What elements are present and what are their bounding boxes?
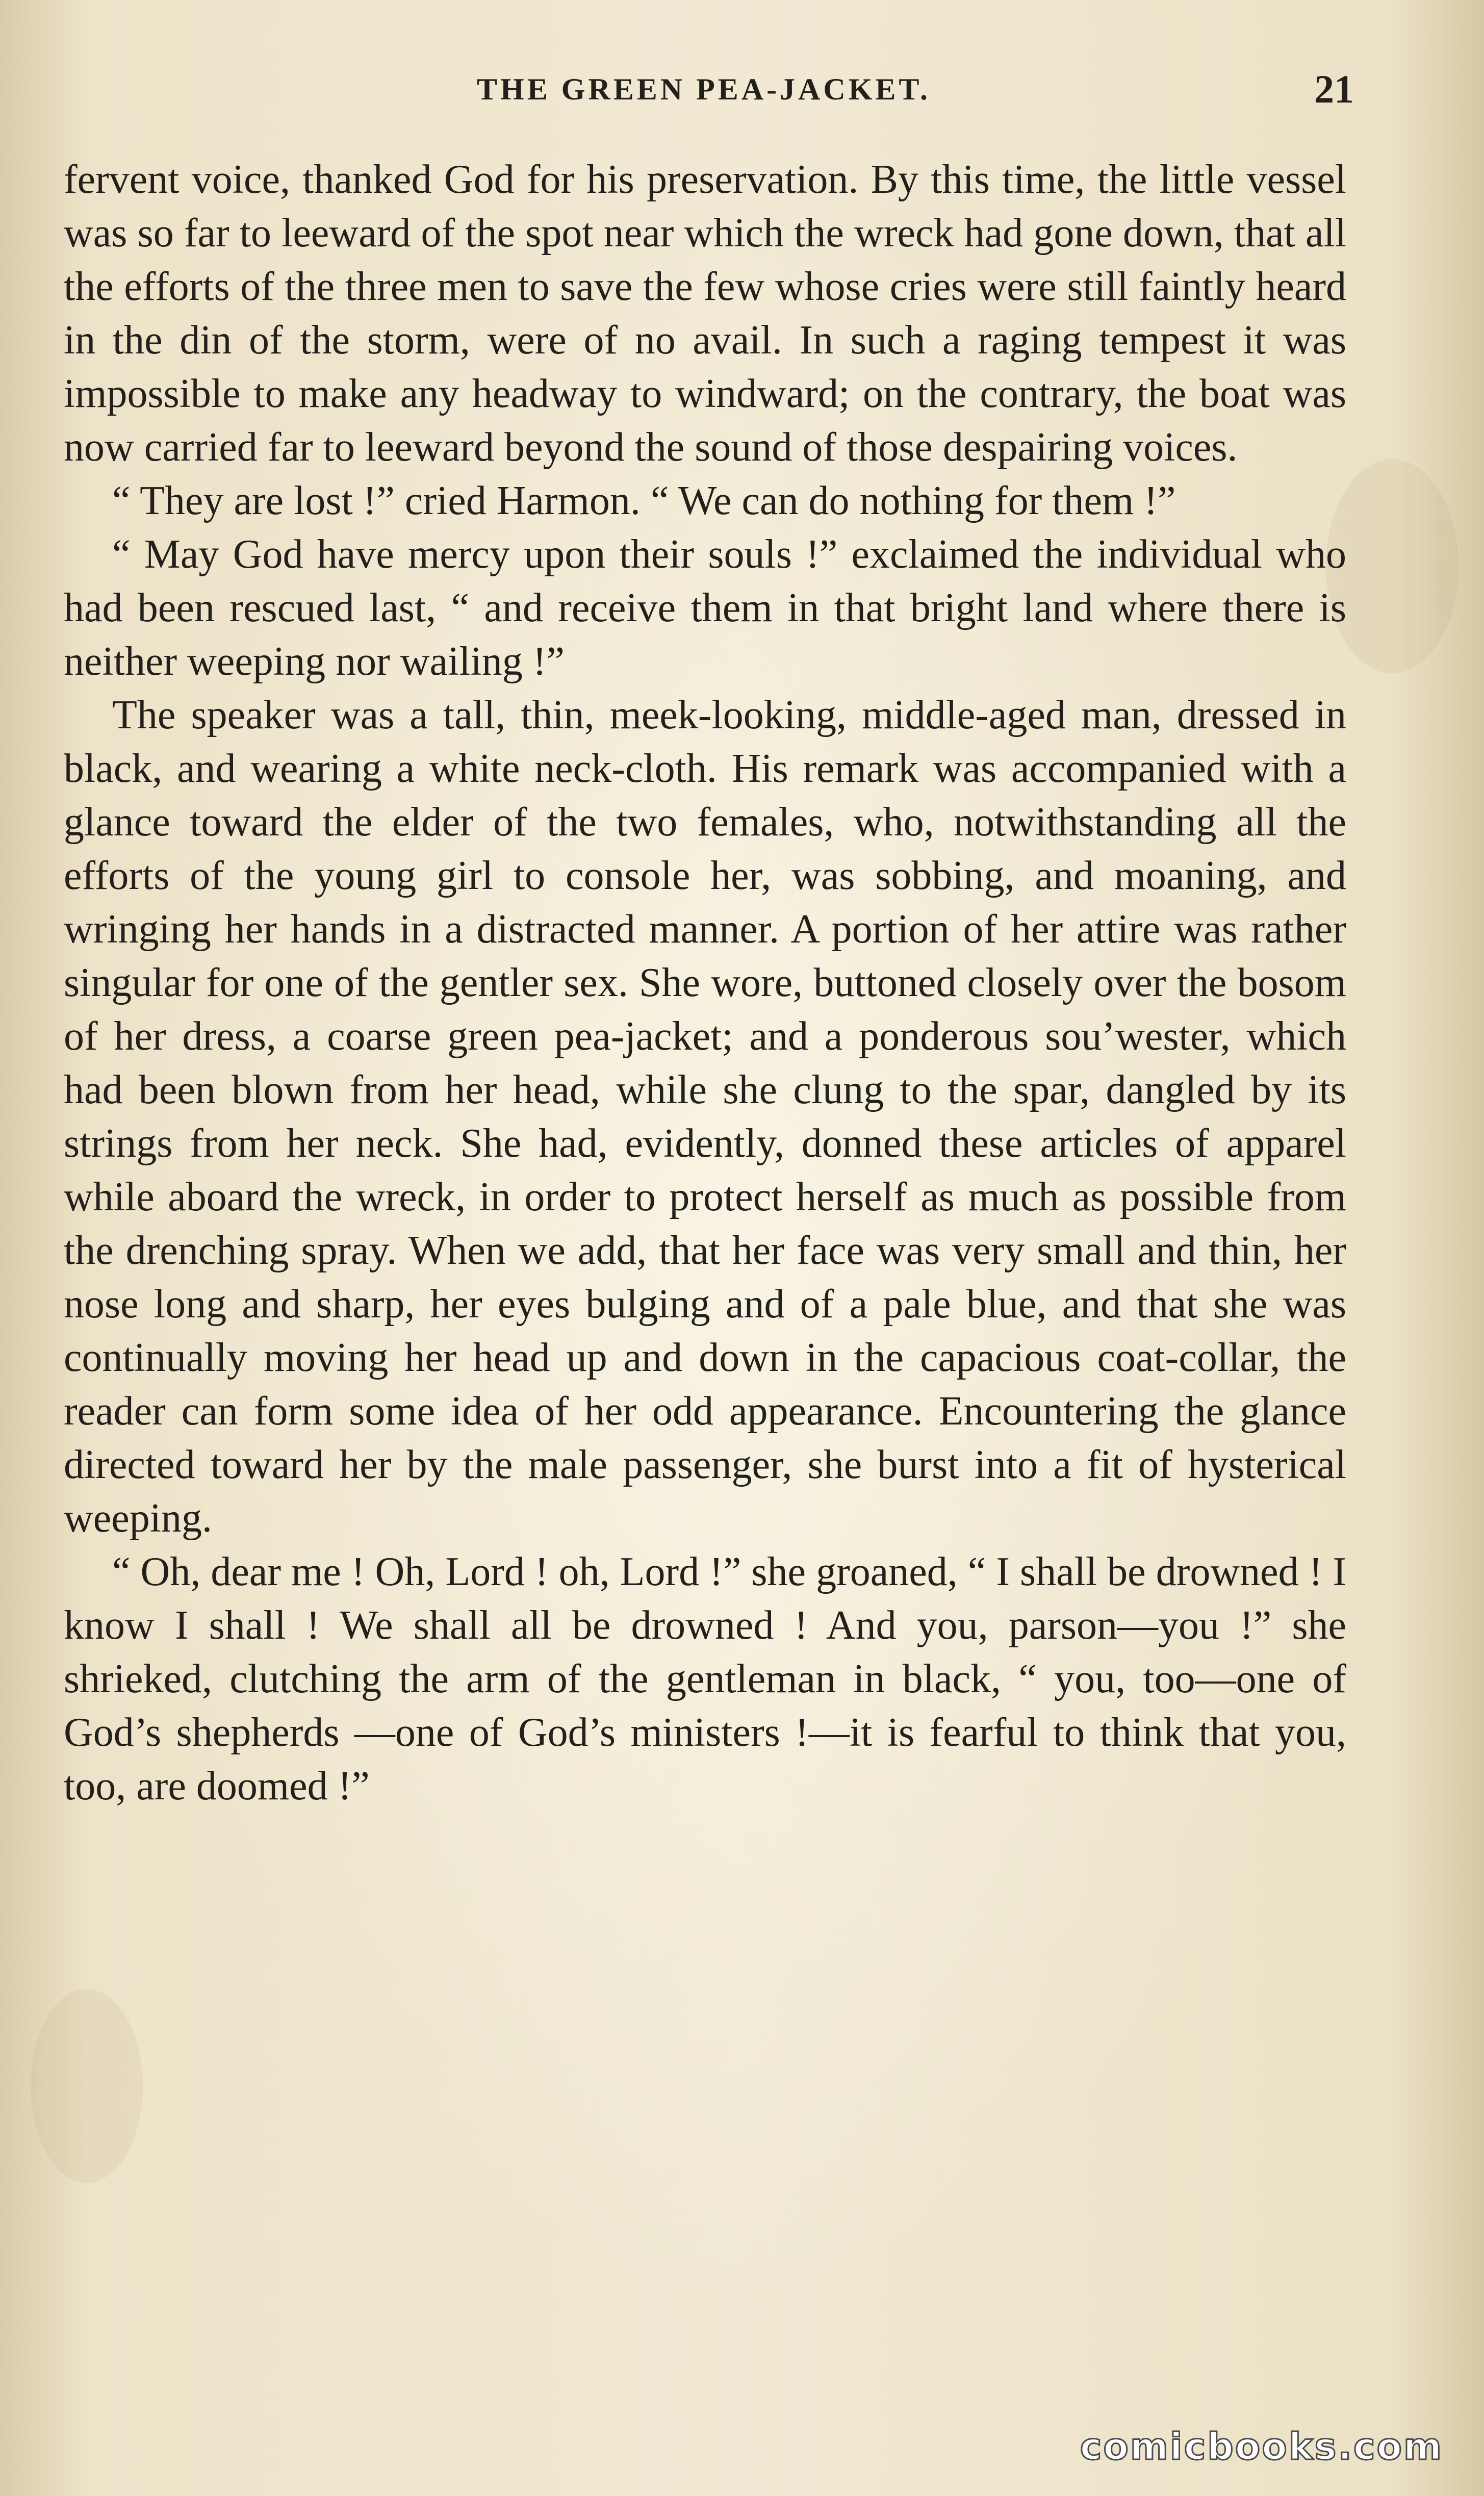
body-text	[64, 153, 1346, 1813]
paragraph-oh-dear: “ Oh, dear me ! Oh, Lord ! oh, Lord !” she groaned, “ I shall be drowned ! I know I shall ! We shall all be drowned ! And you, parson—you !” she shrieked, clutching the arm of the gentleman in black, “ you, too—one of God’s shepherds —one of God’s ministers !—it is fearful to think that you, too, are doomed !”	[64, 1549, 1346, 1809]
paragraph-mercy: “ May God have mercy upon their souls !” exclaimed the individual who had been rescued last, “ and receive them in that bright land where there is neither weeping nor wailing !”	[64, 532, 1346, 684]
running-title: THE GREEN PEA-JACKET.	[477, 72, 931, 106]
paragraph-continuation: fervent voice, thanked God for his preservation. By this time, the little vessel was so far to leeward of the spot near which the wreck had gone down, that all the efforts of the three men to save the few whose cries were still faintly heard in the din of the storm, were of no avail. In such a raging tempest it was impossible to make any headway to windward; on the contrary, the boat was now carried far to leeward beyond the sound of those despairing voices.	[64, 157, 1346, 470]
paragraph-speaker: The speaker was a tall, thin, meek-looking, middle-aged man, dressed in black, and wearing a white neck-cloth. His remark was accompanied with a glance toward the elder of the two females, who, notwithstanding all the efforts of the young girl to console her, was sobbing, and moaning, and wringing her hands in a distracted manner. A portion of her attire was rather singular for one of the gentler sex. She wore, buttoned closely over the bosom of her dress, a coarse green pea-jacket; and a ponderous sou’wester, which had been blown from her head, while she clung to the spar, dangled by its strings from her neck. She had, evidently, donned these articles of apparel while aboard the wreck, in order to protect herself as much as possible from the drenching spray. When we add, that her face was very small and thin, her nose long and sharp, her eyes bulging and of a pale blue, and that she was continually moving her head up and down in the capacious coat-collar, the reader can form some idea of her odd appearance. Encountering the glance directed toward her by the male passenger, she burst into a fit of hysterical weeping.	[64, 693, 1346, 1541]
page-header	[61, 61, 1354, 117]
page-stain	[31, 1989, 143, 2183]
page-number: 21	[1314, 67, 1354, 111]
paragraph-harmon: “ They are lost !” cried Harmon. “ We can do nothing for them !”	[112, 478, 1176, 523]
watermark: comicbooks.com	[1080, 2425, 1443, 2468]
